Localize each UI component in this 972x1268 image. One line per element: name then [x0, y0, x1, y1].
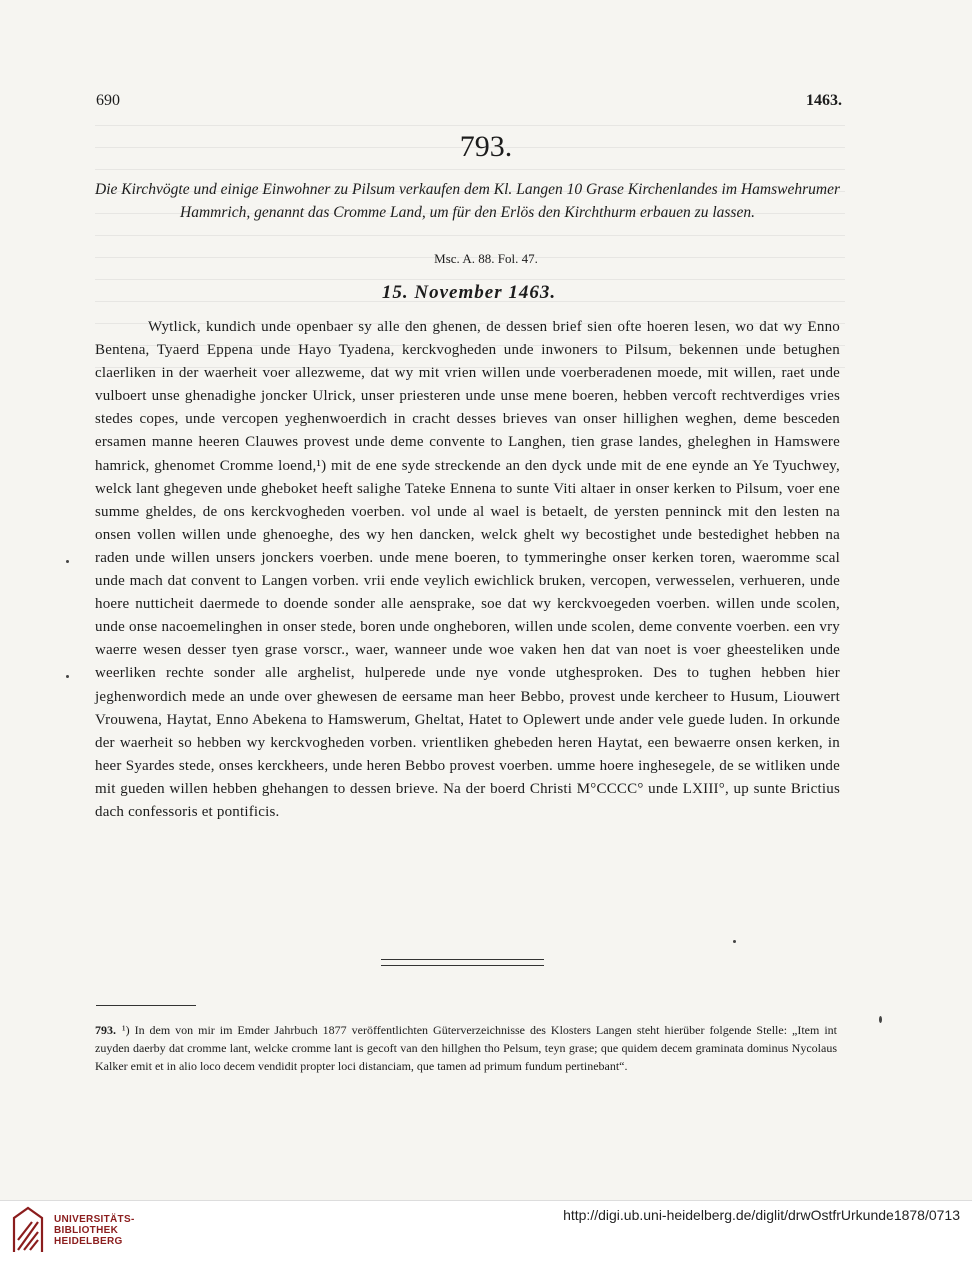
source-reference: Msc. A. 88. Fol. 47. — [434, 251, 538, 266]
library-name-line1: UNIVERSITÄTS- — [54, 1214, 135, 1225]
permalink-url[interactable]: http://digi.ub.uni-heidelberg.de/diglit/drwOstfrUrkunde1878/0713 — [563, 1207, 960, 1223]
footnote — [95, 1021, 837, 1075]
scan-speck — [879, 1016, 882, 1023]
university-library-logo-icon[interactable] — [10, 1204, 46, 1256]
library-name — [54, 1214, 135, 1247]
running-year: 1463. — [806, 92, 842, 109]
document-number: 793. — [459, 130, 513, 163]
scan-speck — [66, 675, 69, 678]
library-name-line3: HEIDELBERG — [54, 1236, 123, 1247]
footnote-text: ¹) In dem von mir im Emder Jahrbuch 1877 veröffentlichten Güterverzeichnisse des Klosters Langen steht hierüber folgende Stelle: „Item int zuyden daerby dat cromme lant, welcke cromme lant is gecoft van den hillghen tho Pelsum, teyn grase; que quidem decem graminata dominus Nycolaus Kalker emit et in alio loco decem vendidit propter loci distanciam, que tamen ad primum fundum pertinebant“. — [95, 1023, 837, 1073]
footnote-number: 793. — [95, 1023, 116, 1037]
charter-text: Wytlick, kundich unde openbaer sy alle den ghenen, de dessen brief sien ofte hoeren lesen, wo dat wy Enno Bentena, Tyaerd Eppena unde Hayo Tyadena, kerckvogheden unde inwoners to Pilsum, bekennen unde betughen claerliken in der waerheit voer allezweme, dat wy mit vrien willen unde voerberadenen moede, mit willen, raet unde vulboert unse ghenadighe joncker Ulrick, unser priesteren unde unse mene boeren, hebben vercoft rechtverdiges vries stedes copes, unde vercopen yeghenwoerdich in cracht desses brieves van onser hillighen weghen, deme besceden ersamen manne heeren Clauwes provest unde deme convente to Langhen, tien grase landes, gheleghen in Hamswere hamrick, ghenomet Cromme loend,¹) mit de ene syde streckende an den dyck unde mit de ene eynde an Ye Tyuchwey, welck lant ghegeven unde gheboket heeft salighe Tateke Ennena to sunte Viti altaer in onser kerken to Pilsum, voer ene summe gheldes, de ons kerckvogheden voerben. vol unde al wael is betaelt, de yersten penninck mit den lesten na onsen vollen willen unde ghenoeghe, des wy hen dancken, welck ghelt wy becostighet unde bestedighet hebben na raden unde willen unsers jonckers voerben. unde mene boeren, to tymmeringhe onser kerken toren, waeromme scal unde mach dat convent to Langen vorben. vrii ende veylich ewichlick bruken, vercopen, verwesselen, verhueren, unde hoere nutticheit daermede to doende sonder alle aensprake, soe dat wy kerckvoegeden voerben. willen unde scolen, unde onse nacoemelinghen in onser stede, boren unde ongheboren, willen unde scolen, deme convente voerben. een vry waerre wesen desser tyen grase vorscr., waer, wanneer unde woe vaken hen dat van noet is voer gheesteliken unde weerliken rechte sonder alle arghelist, hulperede unde nye vonde utghesproken. Des to tughen hebben hier jeghenwordich mede an unde over ghewesen de eersame man heer Bebbo, provest unde kercheer to Husum, Liouwert Vrouwena, Haytat, Enno Abekena to Hamswerum, Gheltat, Hatet to Oplewert unde ander vele guede luden. In orkunde der waerheit so hebben wy kerckvogheden vorben. vrientliken ghebeden heren Haytat, een bewaerre onsen kerken, in heer Syardes stede, onses kerckheers, unde heren Bebbo provest voerben. umme hoere inghesegele, de se witliken unde mit gueden willen hebben ghehangen to dessen brieve. Na der boerd Christi M°CCCC° unde LXIII°, up sunte Brictius dach confessoris et pontificis. — [95, 319, 840, 820]
scan-speck — [66, 560, 69, 563]
scan-speck — [733, 940, 736, 943]
page-number: 690 — [96, 92, 120, 109]
document-date: 15. November 1463. — [381, 282, 557, 303]
footnote-rule — [96, 1005, 196, 1006]
document-summary: Die Kirchvögte und einige Einwohner zu Pilsum verkaufen dem Kl. Langen 10 Grase Kirchenlandes im Hamswehrumer Hammrich, genannt das Cromme Land, um für den Erlös den Kirchthurm erbauen zu lassen. — [95, 181, 840, 221]
library-name-line2: BIBLIOTHEK — [54, 1225, 119, 1236]
section-divider — [381, 959, 544, 966]
